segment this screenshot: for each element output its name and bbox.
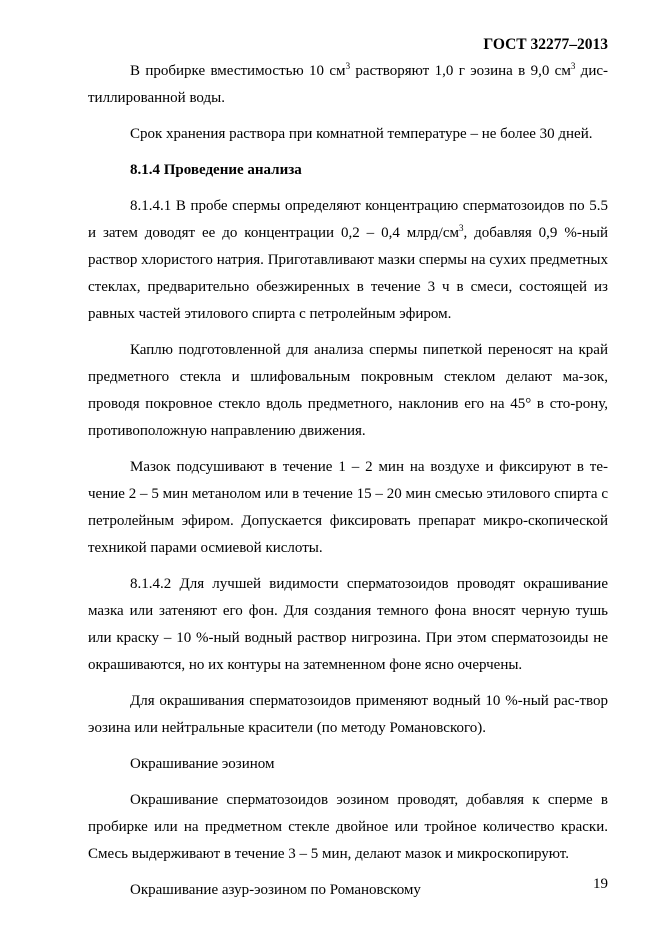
paragraph-storage-time: Срок хранения раствора при комнатной температуре – не более 30 дней. bbox=[130, 126, 593, 142]
paragraph-8-1-4-1: 8.1.4.1 В пробе спермы определяют концентрацию сперматозоидов по 5.5 и затем доводят ее до концентрации 0,2 – 0,4 млрд/$см^3$, добавляя 0,9 %-ный раствор хлористого натрия. Приготавливают мазки спермы на сухих предметных стеклах, предварительно обезжиренных в течение 3 ч в смеси, состоящей из равных частей этилового спирта с петролейным эфиром. bbox=[88, 198, 608, 322]
paragraph-staining-agents: Для окрашивания сперматозоидов применяют водный 10 %-ный рас-твор эозина или нейтральные красители (по методу Романовского). bbox=[88, 693, 608, 736]
subheading-eosin-staining: Окрашивание эозином bbox=[130, 756, 275, 772]
paragraph-smear-fixation: Мазок подсушивают в течение 1 – 2 мин на воздухе и фиксируют в те-чение 2 – 5 мин метанолом или в течение 15 – 20 мин смесью этилового спирта с петролейным эфиром. Допускается фиксировать препарат микро-скопической техникой парами осмиевой кислоты. bbox=[88, 459, 608, 556]
paragraph-eosin-preparation: В пробирке вместимостью 10 $см^3$ растворяют 1,0 г эозина в 9,0 $см^3$ дис-тиллированной воды. bbox=[88, 61, 608, 106]
subheading-azur-eosin-staining: Окрашивание азур-эозином по Романовскому bbox=[130, 882, 421, 898]
paragraph-eosin-staining-procedure: Окрашивание сперматозоидов эозином проводят, добавляя к сперме в пробирке или на предметном стекле двойное или тройное количество краски. Смесь выдерживают в течение 3 – 5 мин, делают мазок и микроскопируют. bbox=[88, 792, 608, 862]
section-heading-analysis: 8.1.4 Проведение анализа bbox=[130, 162, 302, 178]
document-body bbox=[88, 58, 608, 904]
page-number: 19 bbox=[593, 876, 608, 892]
paragraph-8-1-4-2: 8.1.4.2 Для лучшей видимости сперматозоидов проводят окрашивание мазка или затеняют его фон. Для создания темного фона вносят черную тушь или краску – 10 %-ный водный раствор нигрозина. При этом сперматозоиды не окрашиваются, но их контуры на затемненном фоне ясно очерчены. bbox=[88, 576, 608, 673]
paragraph-smear-procedure: Каплю подготовленной для анализа спермы пипеткой переносят на край предметного стекла и шлифовальным покровным стеклом делают ма-зок, проводя покровное стекло вдоль предметного, наклонив его на 45° в сто-рону, противоположную направлению движения. bbox=[88, 342, 608, 439]
document-code-header: ГОСТ 32277–2013 bbox=[483, 36, 608, 53]
